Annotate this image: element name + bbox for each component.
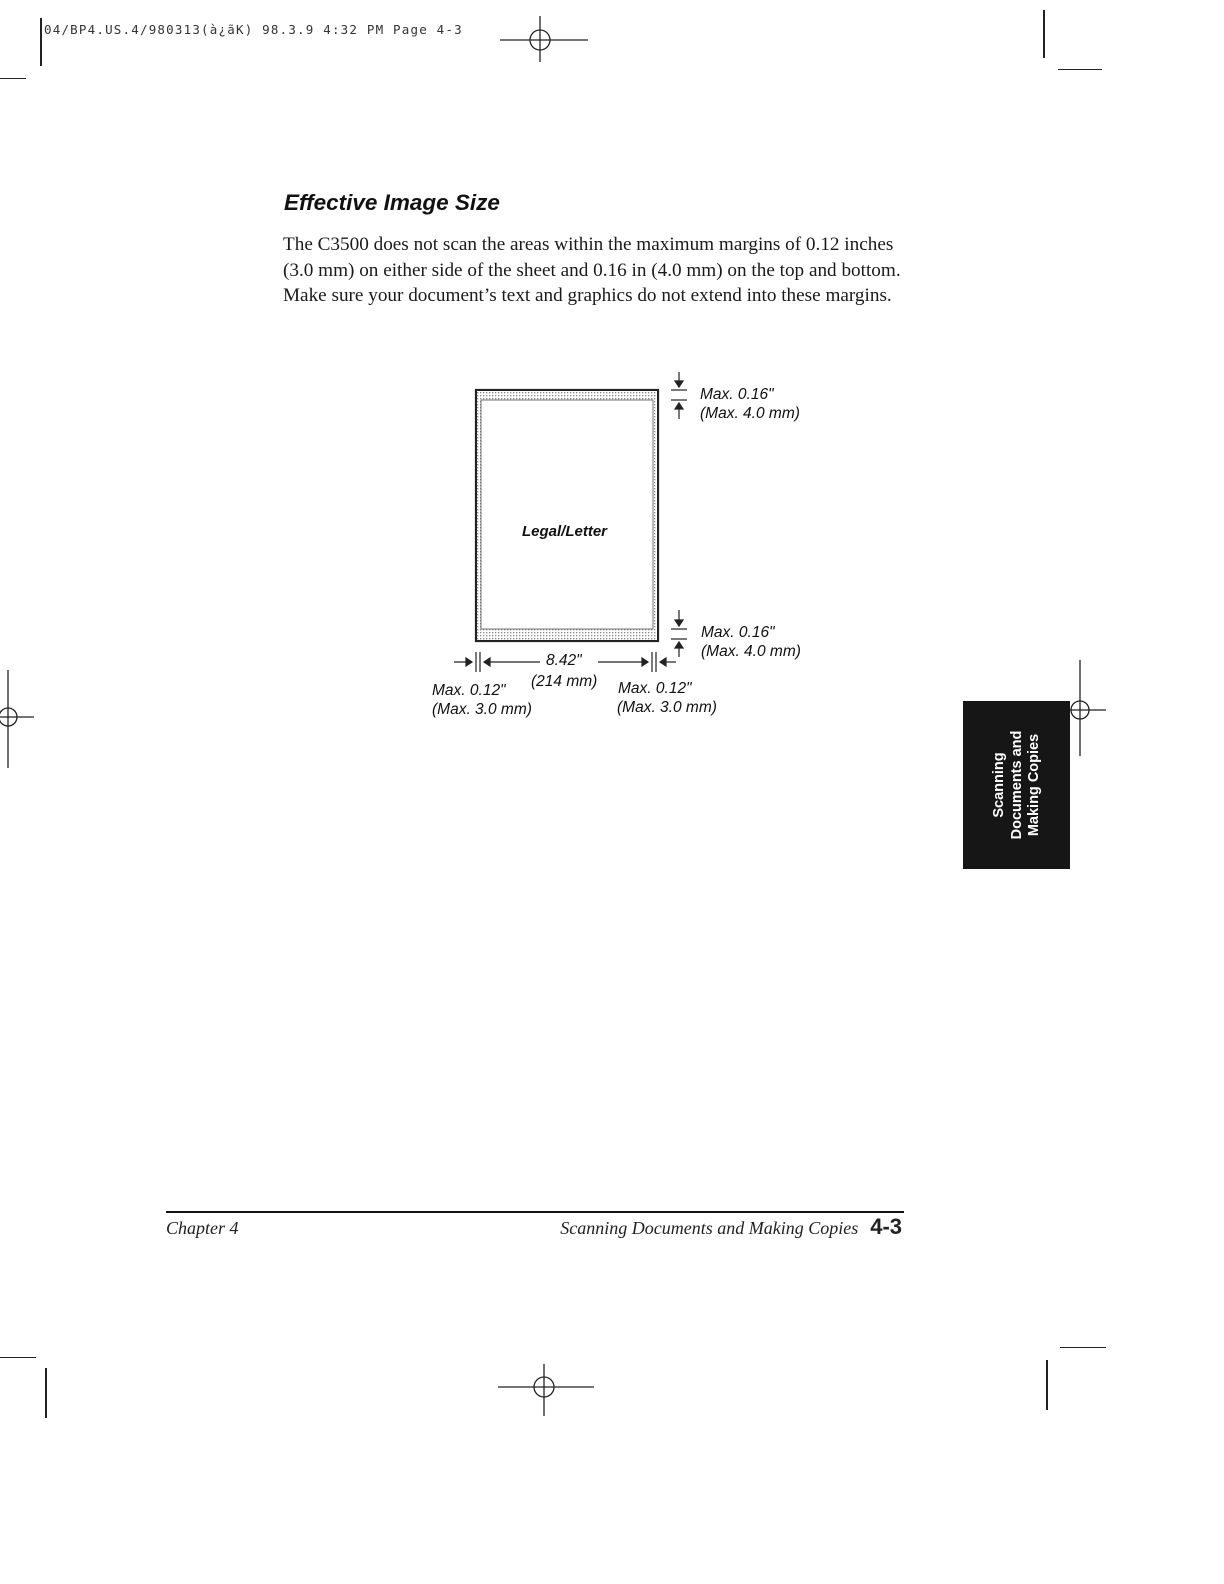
scan-area <box>481 400 653 629</box>
crop-mark <box>1058 69 1102 70</box>
section-heading: Effective Image Size <box>284 190 500 215</box>
registration-mark-top <box>500 10 592 66</box>
print-slug: 04/BP4.US.4/980313(à¿ãK) 98.3.9 4:32 PM Page 4-3 <box>44 22 463 37</box>
body-paragraph: The C3500 does not scan the areas within the maximum margins of 0.12 inches (3.0 mm) on either side of the sheet and 0.16 in (4.0 mm) on the top and bottom. Make sure your document’s text and graphics do not extend into these margins. <box>283 234 901 306</box>
width-inch: 8.42" <box>546 652 582 669</box>
crop-mark <box>45 1368 47 1418</box>
chapter-tab <box>963 701 1070 869</box>
registration-mark-left <box>0 670 40 770</box>
tab-line: Scanning <box>990 752 1007 818</box>
sheet-label: Legal/Letter <box>522 523 608 540</box>
crop-mark <box>0 78 26 79</box>
crop-mark <box>1060 1347 1106 1348</box>
left-margin-band <box>477 400 481 629</box>
bottom-margin-indicator <box>671 610 687 657</box>
bottom-margin-inch: Max. 0.16" <box>701 624 775 641</box>
bottom-margin-band <box>477 629 657 640</box>
margin-diagram <box>420 365 720 675</box>
top-margin-mm: (Max. 4.0 mm) <box>700 405 800 422</box>
chapter-tab-text <box>990 731 1043 840</box>
footer-rule <box>166 1211 904 1213</box>
right-margin-band <box>653 400 657 629</box>
crop-mark <box>40 18 42 66</box>
top-margin-indicator <box>671 372 687 419</box>
right-margin-mm: (Max. 3.0 mm) <box>617 699 717 716</box>
right-margin-inch: Max. 0.12" <box>618 680 692 697</box>
page-number: 4-3 <box>870 1214 902 1239</box>
bottom-margin-mm: (Max. 4.0 mm) <box>701 643 801 660</box>
left-margin-mm: (Max. 3.0 mm) <box>432 701 532 718</box>
top-margin-band <box>477 391 657 400</box>
crop-mark <box>1046 1360 1048 1410</box>
footer-running-title <box>560 1214 902 1240</box>
left-margin-inch: Max. 0.12" <box>432 682 506 699</box>
registration-mark-bottom <box>498 1362 596 1420</box>
tab-line: Documents and <box>1007 730 1024 840</box>
footer-chapter: Chapter 4 <box>166 1218 239 1238</box>
width-mm: (214 mm) <box>531 673 598 690</box>
crop-mark <box>0 1357 36 1358</box>
footer-title: Scanning Documents and Making Copies <box>560 1218 859 1238</box>
top-margin-inch: Max. 0.16" <box>700 386 774 403</box>
crop-mark <box>1043 10 1045 58</box>
tab-line: Making Copies <box>1025 733 1042 837</box>
registration-mark-right <box>1064 660 1108 760</box>
